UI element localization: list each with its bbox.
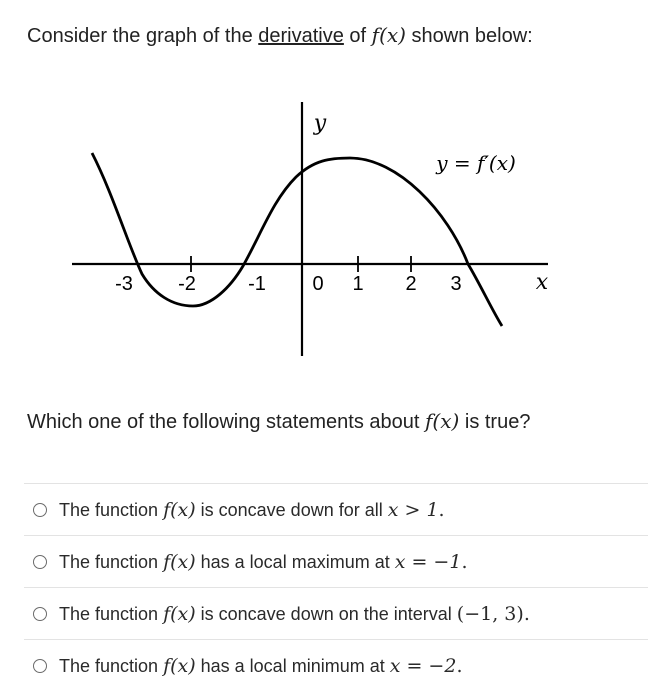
tick-label: 0	[312, 273, 324, 295]
tick-label: -3	[115, 273, 133, 295]
tick-label: -1	[248, 273, 266, 295]
tick-label: 1	[352, 273, 364, 295]
option-text-mid: has a local maximum at	[195, 551, 395, 572]
option-text-pre: The function	[59, 603, 164, 624]
answer-option-text	[59, 603, 530, 625]
radio-button[interactable]	[33, 607, 47, 621]
prompt-middle: of	[343, 25, 372, 47]
question-prefix: Which one of the following statements about	[27, 411, 426, 433]
option-text-mid: is concave down for all	[195, 499, 388, 520]
option-math: x = −1	[394, 550, 462, 573]
question-suffix: is true?	[459, 411, 531, 433]
option-text-pre: The function	[59, 499, 164, 520]
answer-option-2[interactable]	[24, 535, 648, 587]
option-function: f(x)	[163, 498, 196, 521]
option-function: f(x)	[163, 550, 196, 573]
option-text-end: .	[438, 498, 445, 521]
prompt-prefix: Consider the graph of the	[27, 25, 259, 47]
option-text-mid: is concave down on the interval	[195, 603, 457, 624]
option-text-pre: The function	[59, 655, 164, 676]
answer-option-1[interactable]	[24, 483, 648, 535]
derivative-curve	[92, 153, 502, 326]
derivative-graph	[0, 80, 648, 380]
option-text-pre: The function	[59, 551, 164, 572]
y-axis-label: y	[313, 111, 327, 136]
option-text-end: .	[461, 550, 468, 573]
curve-label: y = f′(x)	[436, 151, 516, 175]
tick-label: 2	[405, 273, 417, 295]
radio-button[interactable]	[33, 503, 47, 517]
radio-button[interactable]	[33, 659, 47, 673]
answer-option-3[interactable]	[24, 587, 648, 639]
option-math: x > 1	[387, 498, 439, 521]
x-axis-label: x	[535, 270, 549, 295]
answer-option-text	[59, 551, 468, 573]
option-text-mid: has a local minimum at	[195, 655, 390, 676]
option-math: (−1, 3)	[456, 602, 524, 625]
option-text-end: .	[456, 654, 463, 677]
tick-label: 3	[450, 273, 462, 295]
option-function: f(x)	[163, 602, 196, 625]
option-math: x = −2	[389, 654, 457, 677]
answer-options	[24, 483, 648, 691]
radio-button[interactable]	[33, 555, 47, 569]
prompt-suffix: shown below:	[405, 25, 533, 47]
question-text	[27, 406, 530, 437]
answer-option-text	[59, 655, 463, 677]
question-function: f(x)	[425, 409, 460, 433]
option-text-end: .	[523, 602, 530, 625]
tick-label: -2	[178, 273, 196, 295]
prompt-function: f(x)	[371, 23, 406, 47]
answer-option-text	[59, 499, 445, 521]
prompt-text	[27, 20, 533, 51]
option-function: f(x)	[163, 654, 196, 677]
prompt-underlined-word: derivative	[258, 25, 344, 47]
answer-option-4[interactable]	[24, 639, 648, 691]
